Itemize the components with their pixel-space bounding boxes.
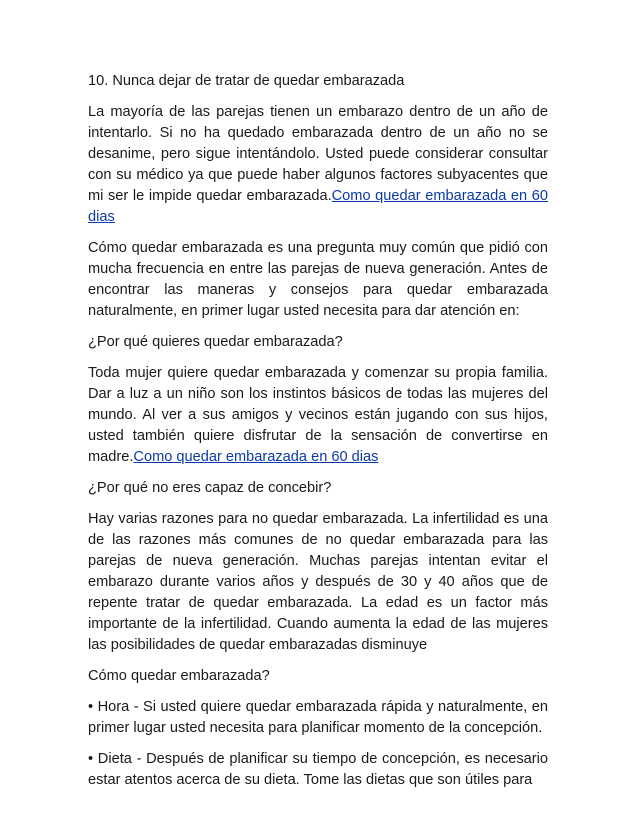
question-why-not: ¿Por qué no eres capaz de concebir? — [88, 480, 332, 496]
paragraph-how: Cómo quedar embarazada es una pregunta muy común que pidió con mucha frecuencia en entre las parejas de nueva generación. Antes de encontrar las maneras y consejos para quedar embarazada naturalmente, en primer lugar usted necesita para dar atención en: — [88, 240, 548, 319]
paragraph-family — [88, 363, 548, 468]
question-why: ¿Por qué quieres quedar embarazada? — [88, 334, 343, 350]
bullet-diet: • Dieta - Después de planificar su tiempo de concepción, es necesario estar atentos acerca de su dieta. Tome las dietas que son útiles para — [88, 751, 548, 788]
section-heading: 10. Nunca dejar de tratar de quedar embarazada — [88, 73, 405, 89]
bullet-time: • Hora - Si usted quiere quedar embarazada rápida y naturalmente, en primer lugar usted necesita para planificar momento de la concepción. — [88, 699, 548, 736]
question-how: Cómo quedar embarazada? — [88, 668, 270, 684]
paragraph-text: La mayoría de las parejas tienen un embarazo dentro de un año de intentarlo. Si no ha quedado embarazada dentro de un año no se desanime, pero sigue intentándolo. Usted puede considerar consultar con su médico ya que puede haber algunos factores subyacentes que mi ser le impide quedar embarazada. — [88, 104, 548, 204]
paragraph-intro — [88, 102, 548, 228]
paragraph-infertility: Hay varias razones para no quedar embarazada. La infertilidad es una de las razones más comunes de no quedar embarazada para las parejas de nueva generación. Muchas parejas intentan evitar el embarazo durante varios años y después de 30 y 40 años que de repente tratar de quedar embarazada. La edad es un factor más importante de la infertilidad. Cuando aumenta la edad de las mujeres las posibilidades de quedar embarazadas disminuye — [88, 511, 548, 653]
paragraph-text: Toda mujer quiere quedar embarazada y comenzar su propia familia. Dar a luz a un niño son los instintos básicos de todas las mujeres del mundo. Al ver a sus amigos y vecinos están jugando con sus hijos, usted también quiere disfrutar de la sensación de convertirse en madre. — [88, 365, 548, 465]
article-link[interactable]: Como quedar embarazada en 60 dias — [133, 449, 379, 465]
article-body — [88, 71, 548, 801]
article-link[interactable]: Como quedar embarazada en 60 dias — [88, 188, 548, 225]
